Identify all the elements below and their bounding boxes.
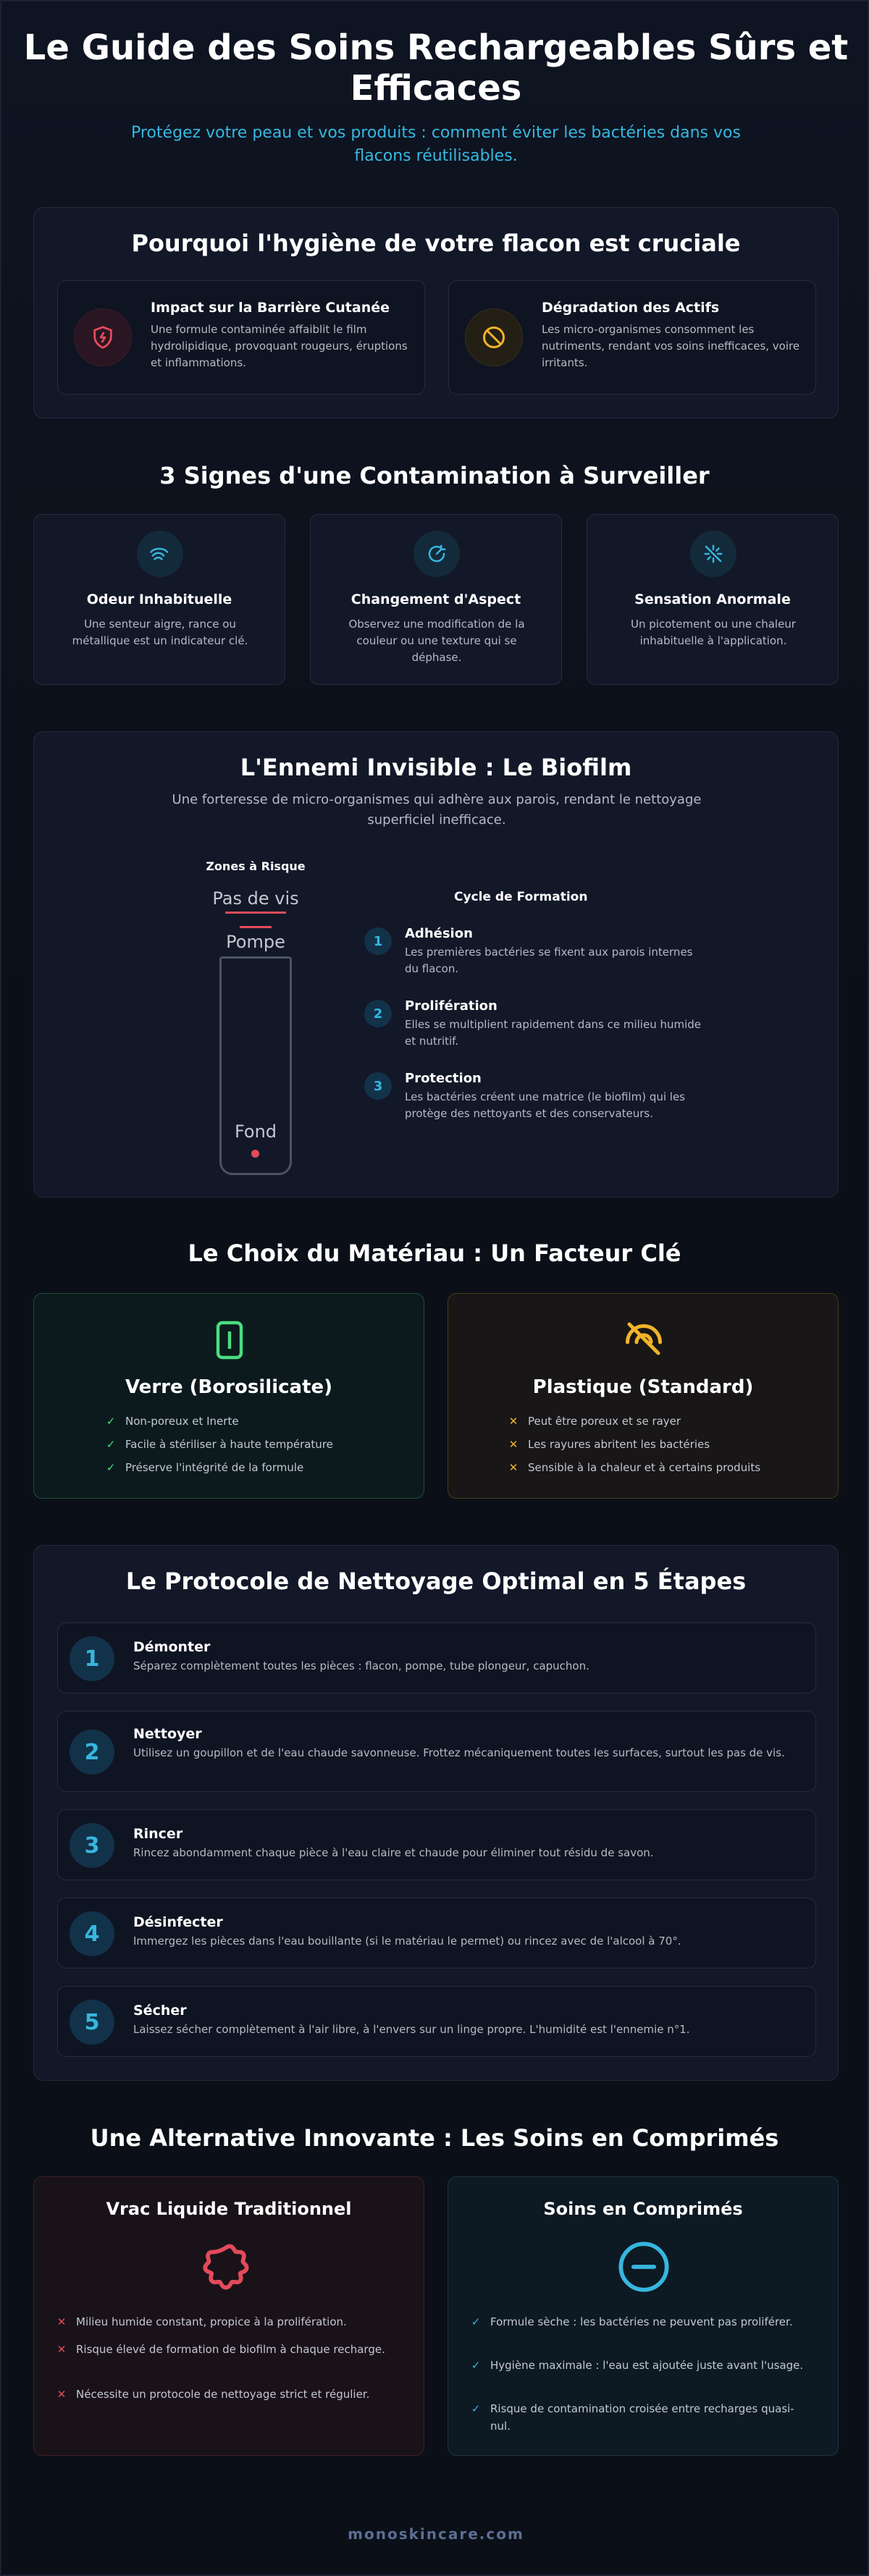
list-item: ✓ Formule sèche : les bactéries ne peuvent pas proliférer. [469, 2313, 809, 2331]
prohibited-icon [465, 308, 523, 366]
step-title: Sécher [133, 2003, 187, 2019]
gauge-icon [413, 531, 460, 577]
alternative-card-tablets [448, 2176, 839, 2456]
protocol-step [57, 1898, 816, 1969]
check-icon: ✓ [471, 2315, 481, 2328]
protocol-step [57, 1622, 816, 1693]
sign-title: Odeur Inhabituelle [86, 592, 232, 607]
wind-icon [137, 531, 183, 577]
step-text: Rincez abondamment chaque pièce à l'eau claire et chaude pour éliminer tout résidu de savon. [133, 1846, 654, 1859]
signs-title: 3 Signes d'une Contamination à Surveiller [159, 462, 710, 489]
step-text: Les bactéries créent une matrice (le biofilm) qui les protège des nettoyants et des conservateurs. [405, 1090, 685, 1120]
x-icon: ✕ [56, 2388, 67, 2401]
step-number: 2 [70, 1730, 114, 1775]
protocol-section [33, 1545, 839, 2081]
zones-title: Zones à Risque [206, 859, 306, 873]
hero [1, 28, 869, 168]
sign-card-sensation [587, 514, 839, 685]
alternative-card-liquid [33, 2176, 424, 2456]
list-item: ✕ Les rayures abritent les bactéries [506, 1436, 710, 1453]
hygiene-card-skin [57, 280, 425, 395]
step-title: Rincer [133, 1826, 183, 1842]
bacteria-icon [202, 2239, 257, 2297]
list-item: ✕ Risque élevé de formation de biofilm à chaque recharge. [54, 2341, 395, 2358]
protocol-step [57, 1711, 816, 1792]
glass-bottle-icon [212, 1318, 247, 1365]
sparkle-off-icon [690, 531, 736, 577]
protocol-step [57, 1809, 816, 1880]
list-item: ✕ Nécessite un protocole de nettoyage strict et régulier. [54, 2386, 395, 2403]
step-number: 1 [364, 927, 392, 955]
biofilm-title: L'Ennemi Invisible : Le Biofilm [240, 754, 632, 781]
material-card-glass [33, 1293, 424, 1499]
x-icon: ✕ [508, 1461, 519, 1474]
check-circle-icon: ✓ [106, 1461, 116, 1474]
page-subtitle: Protégez votre peau et vos produits : comment éviter les bactéries dans vos flacons réutilisables. [131, 124, 741, 165]
material-card-plastic [448, 1293, 839, 1499]
material-name: Plastique (Standard) [532, 1376, 754, 1398]
hygiene-card-title: Impact sur la Barrière Cutanée [151, 300, 390, 316]
step-title: Protection [405, 1071, 482, 1086]
bottle-outline [219, 956, 292, 1175]
alternative-card-title: Vrac Liquide Traditionnel [106, 2199, 352, 2219]
step-text: Immergez les pièces dans l'eau bouillante (si le matériau le permet) ou rincez avec de l'alcool à 70°. [133, 1935, 681, 1948]
zone-label-pump: Pompe [226, 932, 285, 952]
hygiene-section [33, 207, 839, 418]
zone-label-thread: Pas de vis [212, 888, 299, 909]
sign-title: Changement d'Aspect [350, 592, 521, 607]
protocol-step [57, 1986, 816, 2057]
step-text: Elles se multiplient rapidement dans ce milieu humide et nutritif. [405, 1018, 702, 1048]
sign-text: Observez une modification de la couleur ou une texture qui se déphase. [348, 618, 525, 664]
list-item: ✕ Peut être poreux et se rayer [506, 1413, 681, 1430]
biofilm-subtitle: Une forteresse de micro-organismes qui adhère aux parois, rendant le nettoyage superficiel inefficace. [172, 792, 702, 828]
step-number: 1 [70, 1636, 114, 1681]
list-item: ✕ Milieu humide constant, propice à la prolifération. [54, 2313, 395, 2331]
zone-marker-thread [225, 912, 286, 914]
zone-marker-pump [240, 926, 272, 928]
shield-alert-icon [74, 308, 132, 366]
hygiene-card-text: Les micro-organismes consomment les nutriments, rendant vos soins inefficaces, voire irritants. [542, 323, 800, 369]
x-icon: ✕ [508, 1438, 519, 1451]
cycle-title: Cycle de Formation [454, 890, 588, 904]
footer-domain: monoskincare.com [348, 2525, 524, 2543]
step-text: Laissez sécher complètement à l'air libre, à l'envers sur un linge propre. L'humidité est l'ennemie n°1. [133, 2023, 690, 2036]
step-title: Démonter [133, 1639, 211, 1655]
step-text: Les premières bactéries se fixent aux parois internes du flacon. [405, 946, 693, 975]
hygiene-card-text: Une formule contaminée affaiblit le film hydrolipidique, provoquant rougeurs, éruptions et inflammations. [151, 323, 408, 369]
list-item: ✕ Sensible à la chaleur et à certains produits [506, 1459, 760, 1476]
hygiene-card-actives [448, 280, 816, 395]
check-icon: ✓ [471, 2359, 481, 2372]
protocol-title: Le Protocole de Nettoyage Optimal en 5 Étapes [125, 1567, 747, 1595]
step-text: Séparez complètement toutes les pièces : flacon, pompe, tube plongeur, capuchon. [133, 1659, 589, 1672]
check-icon: ✓ [471, 2402, 481, 2415]
material-title: Le Choix du Matériau : Un Facteur Clé [188, 1239, 681, 1267]
list-item: ✓ Hygiène maximale : l'eau est ajoutée juste avant l'usage. [469, 2357, 809, 2374]
zone-marker-bottom [251, 1150, 259, 1158]
list-item: ✓ Non-poreux et Inerte [104, 1413, 239, 1430]
x-icon: ✕ [56, 2343, 67, 2356]
material-name: Verre (Borosilicate) [125, 1376, 333, 1398]
step-title: Nettoyer [133, 1726, 202, 1742]
page-title: Le Guide des Soins Rechargeables Sûrs et Efficaces [23, 28, 849, 109]
list-item: ✓ Facile à stériliser à haute température [104, 1436, 333, 1453]
alternative-title: Une Alternative Innovante : Les Soins en Comprimés [90, 2124, 779, 2152]
check-circle-icon: ✓ [106, 1415, 116, 1428]
step-title: Prolifération [405, 998, 498, 1014]
check-circle-icon: ✓ [106, 1438, 116, 1451]
step-title: Adhésion [405, 926, 473, 941]
plastic-off-icon [622, 1317, 666, 1363]
tablet-icon [616, 2239, 671, 2297]
sign-card-odor [33, 514, 285, 685]
biofilm-section [33, 731, 839, 1197]
alternative-card-title: Soins en Comprimés [543, 2199, 743, 2219]
x-icon: ✕ [56, 2315, 67, 2328]
step-number: 2 [364, 1000, 392, 1027]
step-number: 3 [364, 1072, 392, 1100]
hygiene-title: Pourquoi l'hygiène de votre flacon est cruciale [131, 230, 741, 257]
step-number: 3 [70, 1823, 114, 1868]
sign-text: Une senteur aigre, rance ou métallique est un indicateur clé. [72, 618, 248, 647]
hygiene-card-title: Dégradation des Actifs [542, 300, 720, 316]
sign-card-aspect [310, 514, 562, 685]
step-text: Utilisez un goupillon et de l'eau chaude savonneuse. Frottez mécaniquement toutes les surfaces, surtout les pas de vis. [133, 1746, 785, 1759]
zone-label-bottom: Fond [234, 1121, 277, 1142]
step-title: Désinfecter [133, 1914, 223, 1930]
x-icon: ✕ [508, 1415, 519, 1428]
list-item: ✓ Préserve l'intégrité de la formule [104, 1459, 303, 1476]
sign-text: Un picotement ou une chaleur inhabituelle à l'application. [631, 618, 796, 647]
list-item: ✓ Risque de contamination croisée entre recharges quasi-nul. [469, 2400, 809, 2435]
step-number: 4 [70, 1911, 114, 1956]
step-number: 5 [70, 2000, 114, 2045]
sign-title: Sensation Anormale [634, 592, 791, 607]
